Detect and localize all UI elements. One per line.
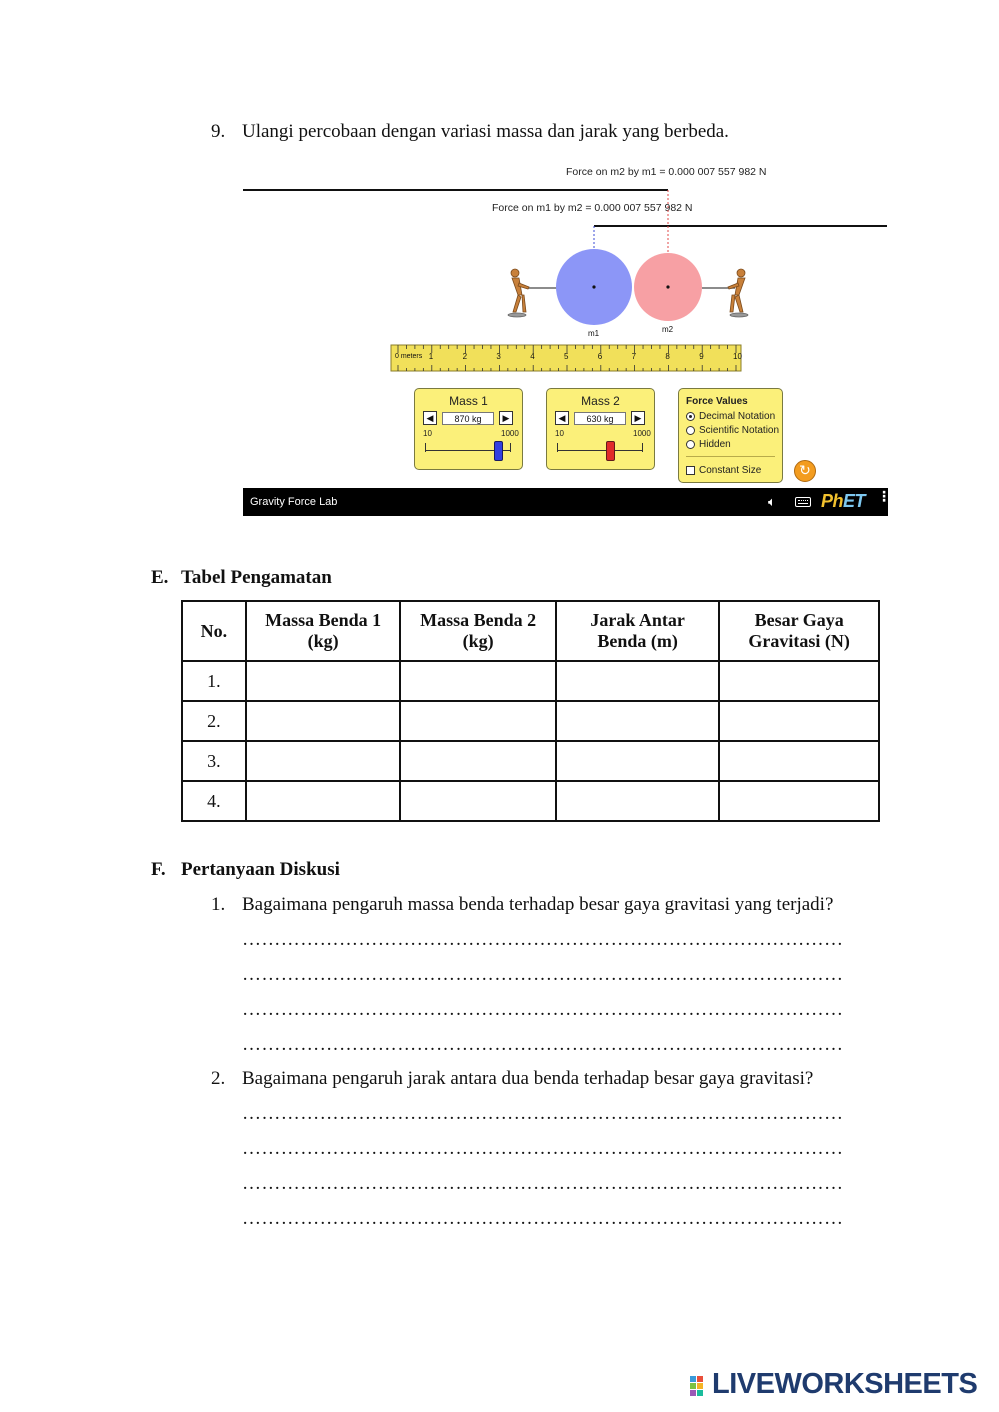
cell-distance-input[interactable] (556, 781, 719, 821)
answer-2-line-4[interactable]: ………………………………………………………………………………… (242, 1208, 844, 1229)
radio-decimal-icon (686, 412, 695, 421)
ruler-label: 8 (665, 352, 670, 361)
mass1-increase-button[interactable]: ▶ (499, 411, 513, 425)
option-scientific-label: Scientific Notation (699, 425, 780, 436)
header-distance (556, 601, 719, 661)
mass1-title: Mass 1 (449, 394, 488, 408)
header-distance-line2: Benda (m) (597, 631, 678, 651)
answer-1-line-3[interactable]: ………………………………………………………………………………… (242, 999, 844, 1020)
answer-2-line-2[interactable]: ………………………………………………………………………………… (242, 1138, 844, 1159)
ruler-label: 10 (733, 352, 742, 361)
mass1-center (592, 285, 595, 288)
ruler-unit: 0 meters (395, 353, 423, 360)
mass2-value: 630 kg (574, 412, 626, 425)
mass2-slider-track (558, 450, 642, 451)
row-number: 1. (182, 661, 246, 701)
answer-2-line-1[interactable]: ………………………………………………………………………………… (242, 1103, 844, 1124)
mass2-slider-end-left (557, 443, 558, 452)
header-force-line1: Besar Gaya (754, 610, 844, 630)
table-row (182, 661, 879, 701)
keyboard-icon[interactable] (795, 497, 811, 507)
option-hidden[interactable] (686, 438, 731, 451)
mass1-max: 1000 (501, 429, 519, 438)
phet-logo[interactable] (821, 491, 865, 512)
constant-size-label: Constant Size (699, 465, 762, 476)
ruler-label: 1 (428, 352, 434, 361)
mass2-label: m2 (662, 325, 674, 334)
keyboard-keys-row1 (798, 500, 808, 502)
mass2-title: Mass 2 (581, 394, 620, 408)
header-mass2 (400, 601, 556, 661)
cell-mass2-input[interactable] (400, 661, 556, 701)
header-no-text: No. (200, 620, 228, 641)
header-force-line2: Gravitasi (N) (748, 631, 850, 651)
header-mass1 (246, 601, 401, 661)
mass1-value: 870 kg (442, 412, 494, 425)
gravity-force-lab-simulation (243, 160, 891, 516)
reset-all-button[interactable]: ↻ (794, 460, 816, 482)
table-row (182, 781, 879, 821)
header-mass2-line1: Massa Benda 2 (420, 610, 537, 630)
mass1-label: m1 (588, 329, 600, 338)
answer-1-line-2[interactable]: ………………………………………………………………………………… (242, 964, 844, 985)
header-distance-line1: Jarak Antar (590, 610, 685, 630)
section-e-letter: E. (151, 567, 169, 588)
section-e-title: Tabel Pengamatan (181, 567, 332, 588)
answer-1-line-1[interactable]: ………………………………………………………………………………… (242, 929, 844, 950)
mass2-decrease-button[interactable]: ◀ (555, 411, 569, 425)
logo-square-5 (690, 1390, 696, 1396)
step-number: 9. (211, 121, 226, 142)
radio-scientific-icon (686, 426, 695, 435)
liveworksheets-logo-icon (690, 1376, 710, 1398)
row-number: 2. (182, 701, 246, 741)
header-mass1-line2: (kg) (307, 631, 339, 651)
sound-icon[interactable]: 🔈︎ (768, 494, 776, 509)
cell-force-input[interactable] (719, 661, 879, 701)
step-text: Ulangi percobaan dengan variasi massa dan jarak yang berbeda. (242, 121, 729, 142)
mass1-panel (414, 388, 523, 470)
force-values-title: Force Values (686, 396, 748, 407)
cell-mass2-input[interactable] (400, 701, 556, 741)
cell-mass1-input[interactable] (246, 661, 401, 701)
cell-mass2-input[interactable] (400, 741, 556, 781)
question-1-number: 1. (211, 894, 226, 915)
mass1-decrease-button[interactable]: ◀ (423, 411, 437, 425)
logo-square-6 (697, 1390, 703, 1396)
mass2-max: 1000 (633, 429, 651, 438)
cell-force-input[interactable] (719, 781, 879, 821)
table-header-row (182, 601, 879, 661)
question-2-number: 2. (211, 1068, 226, 1089)
answer-1-line-4[interactable]: ………………………………………………………………………………… (242, 1034, 844, 1055)
section-f-letter: F. (151, 859, 166, 880)
liveworksheets-brand: LIVEWORKSHEETS (712, 1368, 978, 1400)
mass2-slider-end-right (642, 443, 643, 452)
logo-square-3 (690, 1383, 696, 1389)
logo-square-1 (690, 1376, 696, 1382)
option-decimal-notation[interactable] (686, 410, 775, 423)
force-values-panel (678, 388, 783, 483)
puller-left-icon (508, 269, 529, 317)
cell-mass1-input[interactable] (246, 741, 401, 781)
cell-distance-input[interactable] (556, 741, 719, 781)
ruler-label: 4 (530, 352, 535, 361)
phet-logo-ph: Ph (821, 491, 844, 511)
force-on-m2-label: Force on m2 by m1 = 0.000 007 557 982 N (566, 166, 767, 178)
ruler-label: 2 (462, 352, 468, 361)
mass2-increase-button[interactable]: ▶ (631, 411, 645, 425)
mass2-min: 10 (555, 429, 564, 438)
phet-logo-et: ET (843, 491, 866, 511)
table-row (182, 701, 879, 741)
cell-force-input[interactable] (719, 701, 879, 741)
cell-mass1-input[interactable] (246, 781, 401, 821)
question-1-text: Bagaimana pengaruh massa benda terhadap besar gaya gravitasi yang terjadi? (242, 894, 834, 915)
cell-mass2-input[interactable] (400, 781, 556, 821)
panel-divider (686, 456, 775, 457)
mass2-slider-thumb[interactable] (606, 441, 615, 461)
ruler-label: 6 (597, 352, 603, 361)
section-f-title: Pertanyaan Diskusi (181, 859, 340, 880)
cell-mass1-input[interactable] (246, 701, 401, 741)
header-mass1-line1: Massa Benda 1 (265, 610, 382, 630)
row-number: 3. (182, 741, 246, 781)
table-row (182, 741, 879, 781)
header-mass2-line2: (kg) (462, 631, 494, 651)
logo-square-4 (697, 1383, 703, 1389)
ruler-label: 7 (631, 352, 637, 361)
ruler-label: 3 (496, 352, 501, 361)
option-scientific-notation[interactable] (686, 424, 779, 437)
ruler-label: 5 (564, 352, 569, 361)
answer-2-line-3[interactable]: ………………………………………………………………………………… (242, 1173, 844, 1194)
puller-right-icon (728, 269, 748, 317)
constant-size-toggle[interactable] (686, 464, 761, 477)
cell-force-input[interactable] (719, 741, 879, 781)
ruler-label: 9 (699, 352, 704, 361)
row-number: 4. (182, 781, 246, 821)
option-hidden-label: Hidden (699, 439, 731, 450)
header-no (182, 601, 246, 661)
cell-distance-input[interactable] (556, 701, 719, 741)
question-2-text: Bagaimana pengaruh jarak antara dua benda terhadap besar gaya gravitasi? (242, 1068, 814, 1089)
option-decimal-label: Decimal Notation (699, 411, 776, 422)
observation-table (181, 600, 880, 822)
mass1-slider-end-left (425, 443, 426, 452)
mass1-min: 10 (423, 429, 432, 438)
sim-title: Gravity Force Lab (250, 496, 338, 508)
force-on-m1-label: Force on m1 by m2 = 0.000 007 557 982 N (492, 202, 693, 214)
mass2-panel (546, 388, 655, 470)
mass2-center (666, 285, 669, 288)
cell-distance-input[interactable] (556, 661, 719, 701)
keyboard-keys-row2 (798, 503, 808, 504)
mass1-slider-end-right (510, 443, 511, 452)
radio-hidden-icon (686, 440, 695, 449)
logo-square-2 (697, 1376, 703, 1382)
mass1-slider-thumb[interactable] (494, 441, 503, 461)
header-force (719, 601, 879, 661)
more-menu-icon[interactable]: ⋮ (877, 488, 891, 504)
constant-size-checkbox (686, 466, 695, 475)
sim-navigation-bar (243, 488, 891, 516)
